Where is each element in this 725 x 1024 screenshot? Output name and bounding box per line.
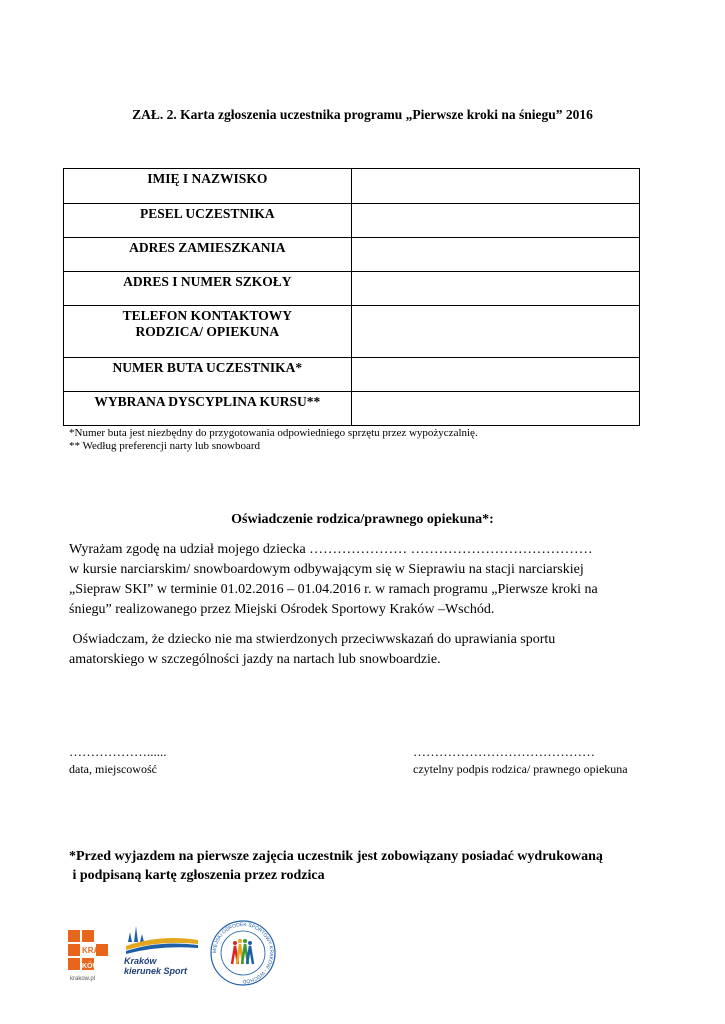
value-school[interactable] [351, 272, 639, 306]
label-address: ADRES ZAMIESZKANIA [64, 238, 352, 272]
form-row-school [64, 272, 640, 306]
form-row-shoe [64, 358, 640, 392]
label-school: ADRES I NUMER SZKOŁY [64, 272, 352, 306]
label-phone-line2: RODZICA/ OPIEKUNA [135, 324, 280, 339]
page-title: ZAŁ. 2. Karta zgłoszenia uczestnika programu „Pierwsze kroki na śniegu” 2016 [132, 107, 593, 122]
label-pesel: PESEL UCZESTNIKA [64, 204, 352, 238]
consent-line-3: „Siepraw SKI” w terminie 01.02.2016 – 01.04.2016 r. w ramach programu „Pierwsze kroki na [69, 582, 598, 597]
krakow-sport-logo [120, 920, 202, 980]
registration-form-table [63, 168, 640, 426]
declaration-heading: Oświadczenie rodzica/prawnego opiekuna*: [231, 512, 494, 527]
date-place-field[interactable]: ………………...... [69, 744, 167, 759]
consent-line-1: Wyrażam zgodę na udział mojego dziecka ………………… ………………………………… [69, 542, 593, 557]
footnote-shoe: *Numer buta jest niezbędny do przygotowania odpowiedniego sprzętu przez wypożyczalnię. [69, 427, 478, 439]
label-discipline: WYBRANA DYSCYPLINA KURSU** [64, 392, 352, 426]
form-row-phone [64, 306, 640, 358]
final-notice-line-1: *Przed wyjazdem na pierwsze zajęcia uczestnik jest zobowiązany posiadać wydrukowaną [69, 849, 603, 864]
value-shoe[interactable] [351, 358, 639, 392]
krakow-logo-text-1: KRA [82, 946, 100, 955]
krakow-logo [66, 928, 116, 983]
krakow-logo-text-2: KÓW [82, 963, 100, 970]
value-pesel[interactable] [351, 204, 639, 238]
signature-caption: czytelny podpis rodzica/ prawnego opiekuna [413, 762, 628, 776]
label-name: IMIĘ I NAZWISKO [64, 169, 352, 204]
final-notice-line-2: i podpisaną kartę zgłoszenia przez rodzica [69, 868, 325, 883]
health-statement-paragraph [69, 630, 669, 670]
date-place-caption: data, miejscowość [69, 762, 157, 776]
sport-logo-line-2: kierunek Sport [124, 966, 188, 976]
signature-field[interactable]: …………………………………… [413, 744, 595, 759]
health-line-1: Oświadczam, że dziecko nie ma stwierdzonych przeciwwskazań do uprawiania sportu [69, 632, 556, 647]
form-row-name [64, 169, 640, 204]
health-line-2: amatorskiego w szczególności jazdy na nartach lub snowboardzie. [69, 652, 441, 667]
sponsor-logos [66, 918, 296, 993]
footnote-discipline: ** Według preferencji narty lub snowboard [69, 440, 261, 452]
value-name[interactable] [351, 169, 639, 204]
sport-logo-line-1: Kraków [124, 956, 157, 966]
consent-paragraph [69, 540, 669, 620]
form-row-discipline [64, 392, 640, 426]
value-address[interactable] [351, 238, 639, 272]
mos-ring-text: MIEJSKI OŚRODEK SPORTOWY KRAKÓW - WSCHÓD [211, 921, 275, 985]
value-discipline[interactable] [351, 392, 639, 426]
consent-line-2: w kursie narciarskim/ snowboardowym odbywającym się w Sieprawiu na stacji narciarskiej [69, 562, 584, 577]
label-phone-line1: TELEFON KONTAKTOWY [122, 308, 293, 323]
mos-logo [208, 918, 278, 988]
form-row-pesel [64, 204, 640, 238]
label-shoe: NUMER BUTA UCZESTNIKA* [64, 358, 352, 392]
final-notice [69, 847, 679, 885]
label-phone [64, 306, 352, 358]
form-row-address [64, 238, 640, 272]
krakow-logo-url: krakow.pl [70, 976, 96, 982]
footnotes [69, 427, 478, 453]
consent-line-4: śniegu” realizowanego przez Miejski Ośrodek Sportowy Kraków –Wschód. [69, 602, 495, 617]
value-phone[interactable] [351, 306, 639, 358]
